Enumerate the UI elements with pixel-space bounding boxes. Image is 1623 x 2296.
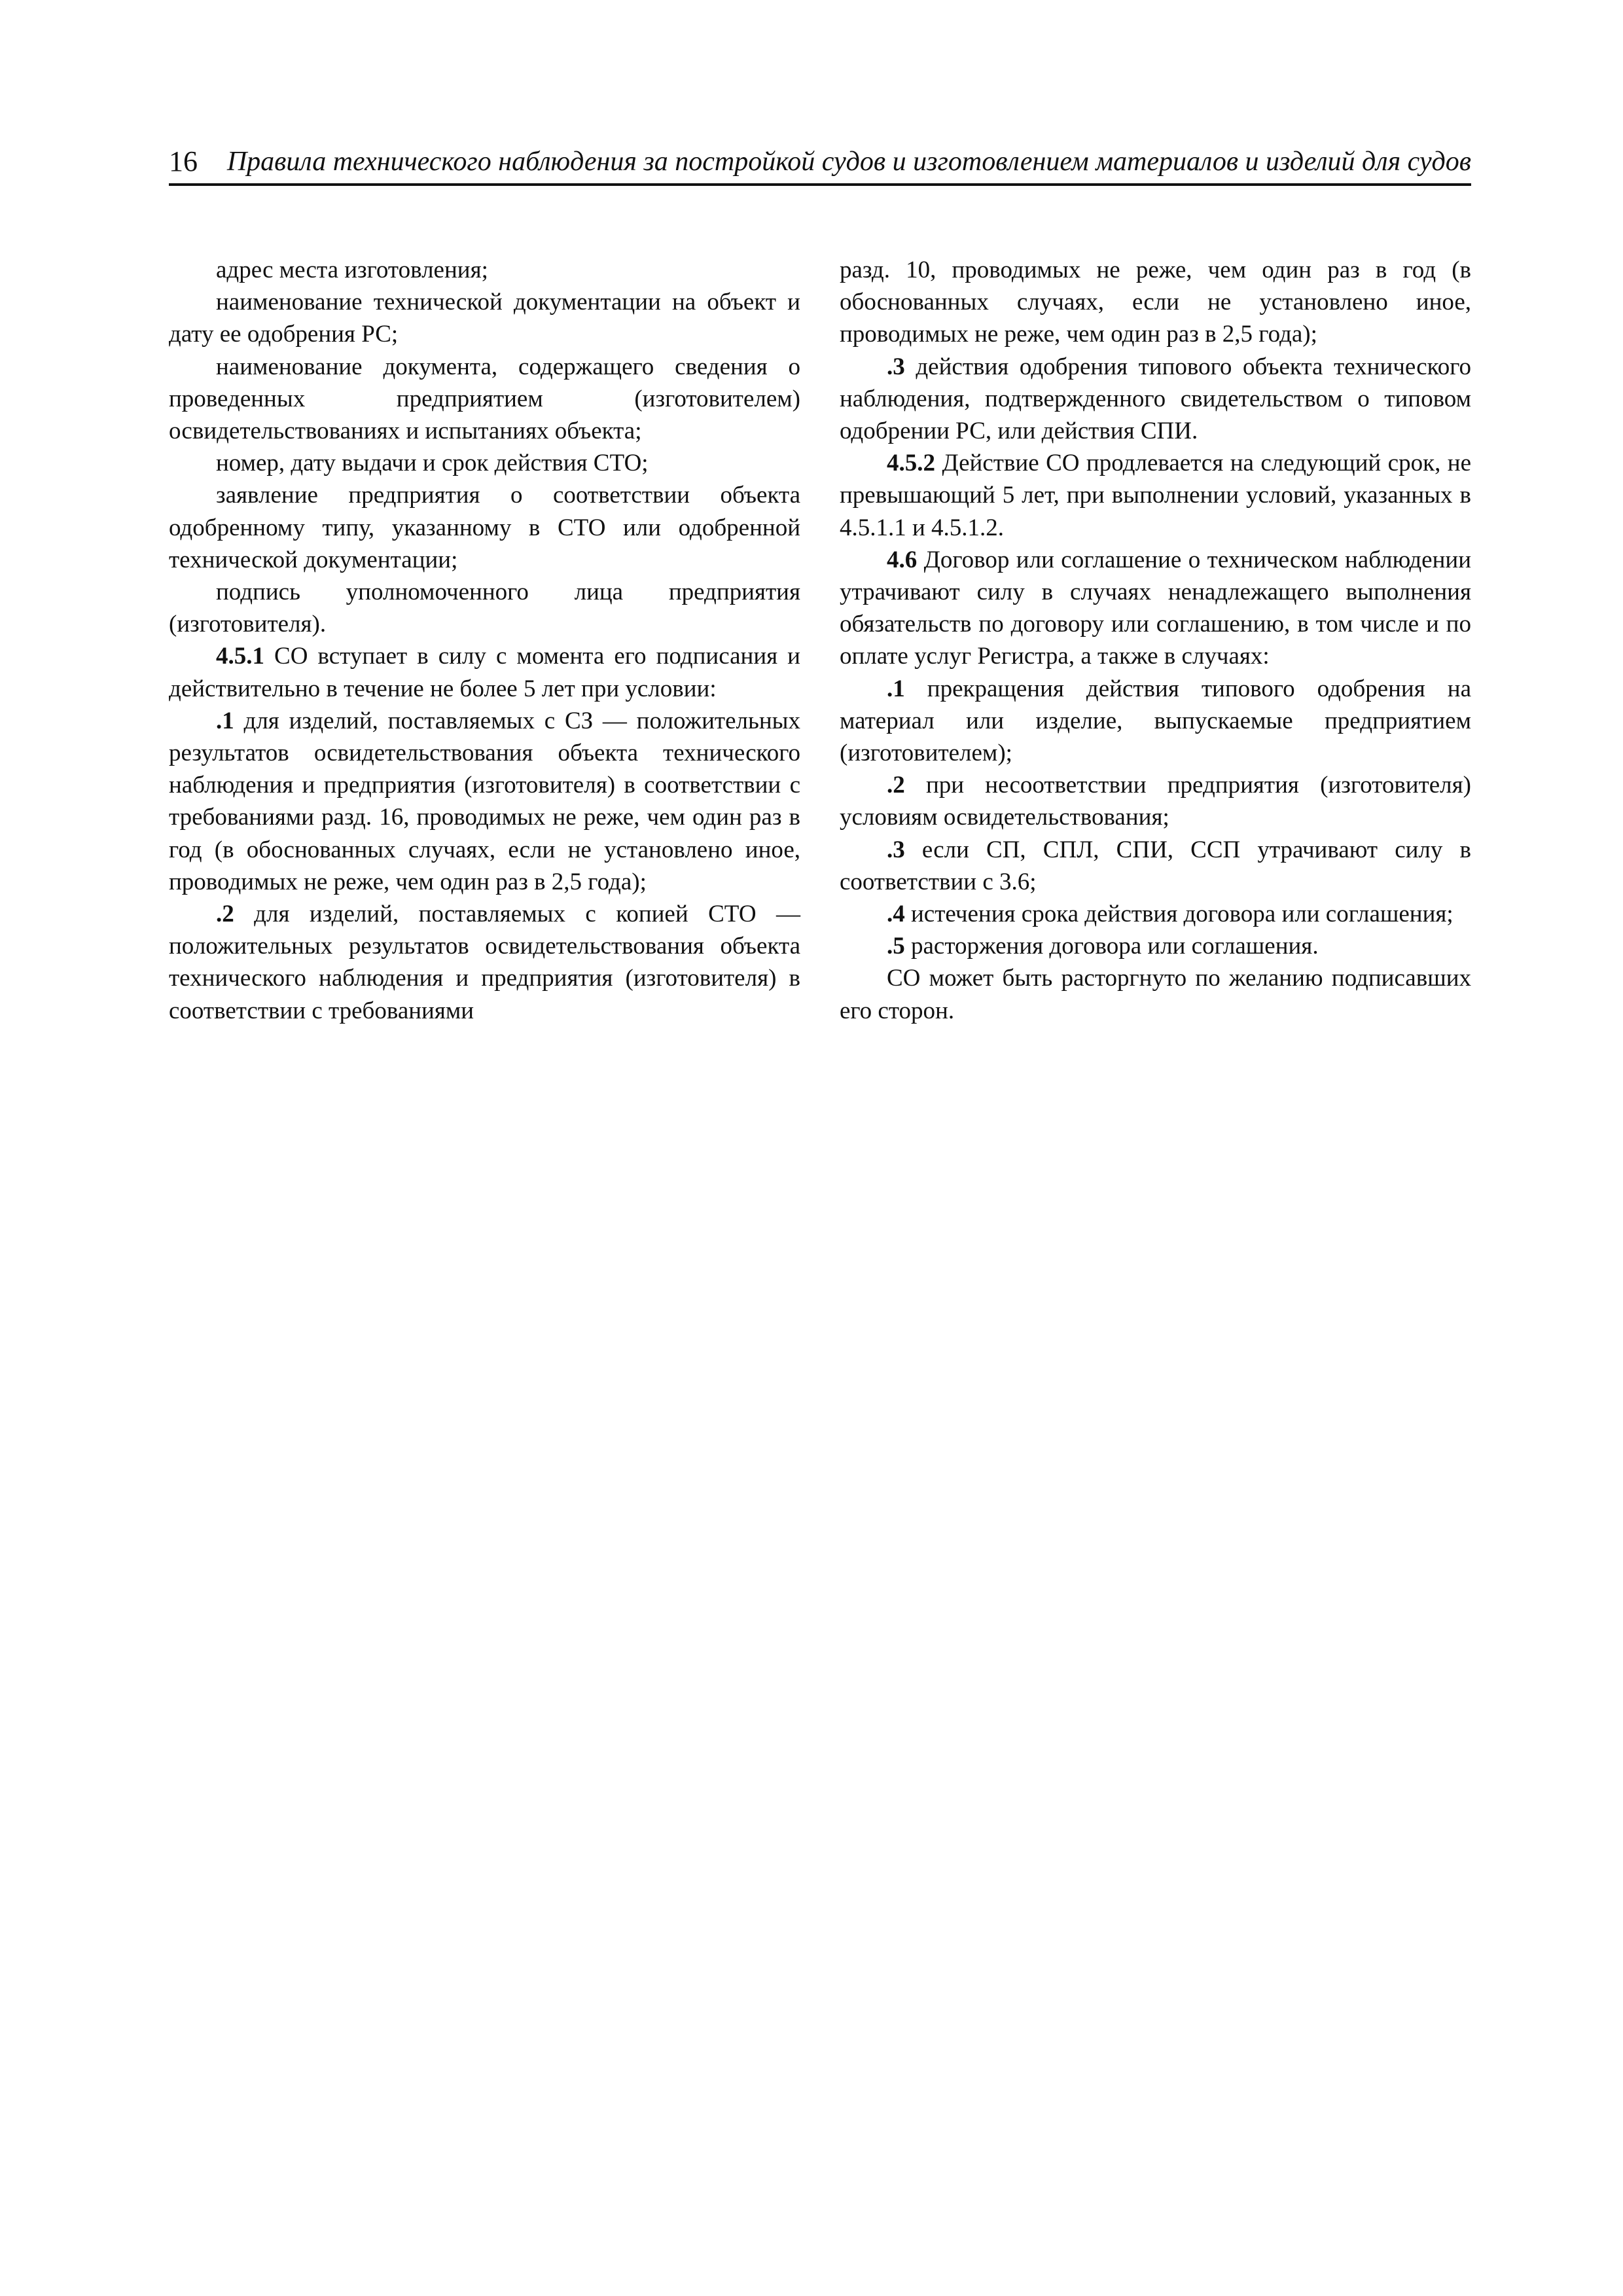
list-item bbox=[840, 673, 1471, 770]
item-text: если СП, СПЛ, СПИ, ССП утрачивают силу в соответствии с 3.6; bbox=[840, 836, 1471, 895]
list-item bbox=[840, 769, 1471, 833]
item-text: для изделий, поставляемых с копией СТО — положительных результатов освидетельствования объекта технического наблюдения и предприятия (изготовителя) в соответствии с требованиями bbox=[169, 901, 800, 1024]
page-header bbox=[169, 140, 1471, 186]
item-number: .5 bbox=[887, 933, 905, 960]
item-text: расторжения договора или соглашения. bbox=[904, 933, 1319, 960]
item-text: действия одобрения типового объекта технического наблюдения, подтвержденного свидетельством о типовом одобрении РС, или действия СПИ. bbox=[840, 353, 1471, 445]
paragraph: наименование технической документации на объект и дату ее одобрения РС; bbox=[169, 289, 800, 348]
list-item bbox=[169, 898, 800, 1027]
item-number: .3 bbox=[887, 836, 905, 863]
item-text: прекращения действия типового одобрения на материал или изделие, выпускаемые предприятием (изготовителем); bbox=[840, 675, 1471, 767]
list-item bbox=[840, 930, 1471, 962]
item-number: .2 bbox=[887, 772, 905, 799]
item-number: .3 bbox=[887, 353, 905, 380]
paragraph: наименование документа, содержащего сведения о проведенных предприятием (изготовителем) освидетельствованиях и испытаниях объекта; bbox=[169, 353, 800, 445]
clause-number: 4.5.2 bbox=[887, 450, 935, 477]
clause-text: Договор или соглашение о техническом наблюдении утрачивают силу в случаях ненадлежащего выполнения обязательств по договору или соглашению, в том числе и по оплате услуг Регистра, а также в случаях: bbox=[840, 546, 1471, 670]
running-title: Правила технического наблюдения за постройкой судов и изготовлением материалов и изделий для судов bbox=[226, 147, 1471, 177]
list-item bbox=[840, 351, 1471, 448]
clause-4-6 bbox=[840, 544, 1471, 673]
clause-text: СО вступает в силу с момента его подписания и действительно в течение не более 5 лет при условии: bbox=[169, 643, 800, 702]
paragraph: номер, дату выдачи и срок действия СТО; bbox=[216, 450, 649, 477]
item-number: .4 bbox=[887, 901, 905, 928]
paragraph: адрес места изготовления; bbox=[216, 257, 488, 283]
item-text: для изделий, поставляемых с СЗ — положительных результатов освидетельствования объекта технического наблюдения и предприятия (изготовителя) в соответствии с требованиями разд. 16, проводимых не реже, чем один раз в год (в обоснованных случаях, если не установлено иное, проводимых не реже, чем один раз в 2,5 года); bbox=[169, 707, 800, 895]
item-number: .1 bbox=[887, 675, 905, 702]
clause-4-5-1 bbox=[169, 640, 800, 704]
paragraph: заявление предприятия о соответствии объекта одобренному типу, указанному в СТО или одобренной технической документации; bbox=[169, 482, 800, 573]
paragraph-continuation: разд. 10, проводимых не реже, чем один раз в год (в обоснованных случаях, если не установлено иное, проводимых не реже, чем один раз в 2,5 года); bbox=[840, 257, 1471, 348]
list-item bbox=[169, 705, 800, 898]
clause-number: 4.6 bbox=[887, 546, 918, 573]
clause-4-5-2 bbox=[840, 447, 1471, 544]
item-number: .2 bbox=[216, 901, 234, 928]
clause-text: Действие СО продлевается на следующий срок, не превышающий 5 лет, при выполнении условий, указанных в 4.5.1.1 и 4.5.1.2. bbox=[840, 450, 1471, 541]
list-item bbox=[840, 898, 1471, 930]
right-column bbox=[840, 254, 1471, 1027]
list-item bbox=[840, 834, 1471, 898]
page-number: 16 bbox=[169, 145, 198, 177]
item-number: .1 bbox=[216, 707, 234, 734]
paragraph: СО может быть расторгнуто по желанию подписавших его сторон. bbox=[840, 965, 1471, 1024]
clause-number: 4.5.1 bbox=[216, 643, 264, 670]
item-text: истечения срока действия договора или соглашения; bbox=[904, 901, 1454, 928]
left-column bbox=[169, 254, 800, 1027]
item-text: при несоответствии предприятия (изготовителя) условиям освидетельствования; bbox=[840, 772, 1471, 831]
paragraph: подпись уполномоченного лица предприятия (изготовителя). bbox=[169, 579, 800, 638]
